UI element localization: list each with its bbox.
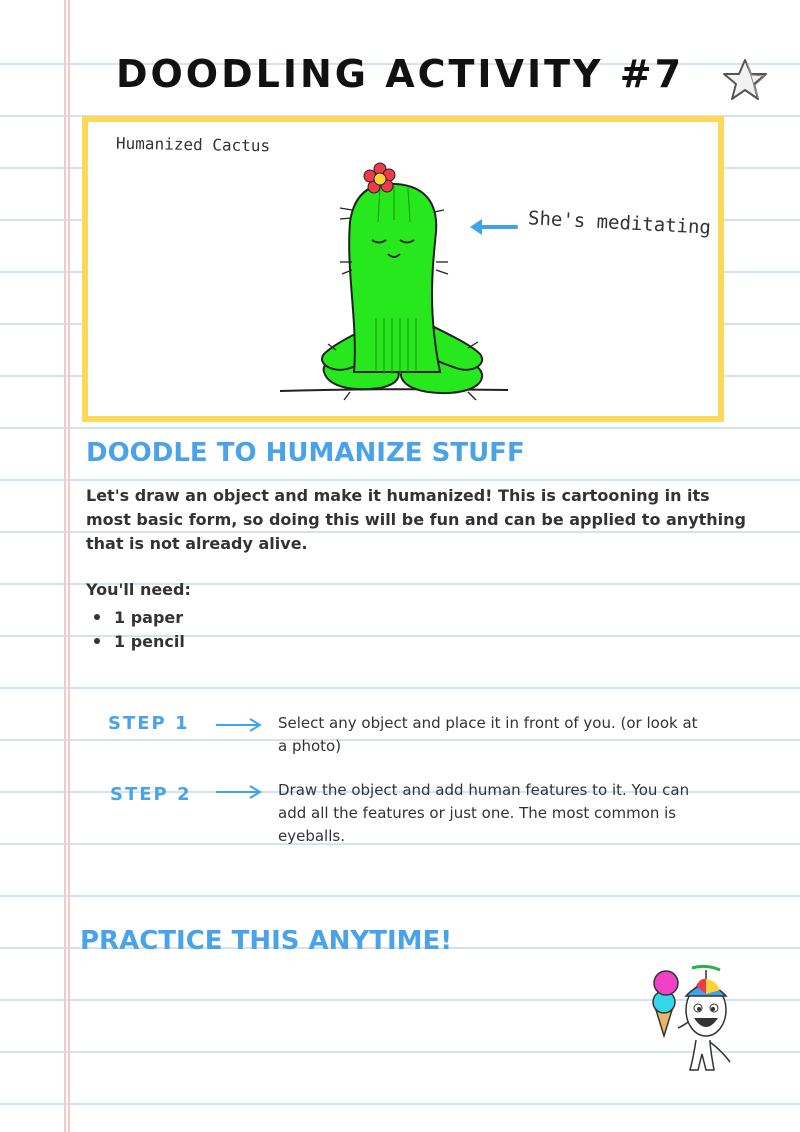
illustration-label: Humanized Cactus bbox=[115, 133, 271, 156]
mascot-illustration bbox=[640, 958, 760, 1078]
step-1-label: STEP 1 bbox=[108, 713, 190, 734]
list-item: 1 pencil bbox=[94, 629, 185, 653]
margin-line-left-2 bbox=[68, 0, 70, 1132]
bullet bbox=[94, 614, 100, 620]
needs-label: You'll need: bbox=[86, 580, 191, 599]
star-icon bbox=[720, 56, 770, 104]
section-title: DOODLE TO HUMANIZE STUFF bbox=[86, 438, 525, 468]
step-2-label: STEP 2 bbox=[110, 784, 192, 805]
needs-list bbox=[94, 605, 185, 653]
arrow-right-icon bbox=[214, 718, 264, 732]
list-item: 1 paper bbox=[94, 605, 185, 629]
margin-line-left bbox=[64, 0, 66, 1132]
illustration-frame bbox=[82, 116, 724, 422]
step-2-text: Draw the object and add human features to it. You can add all the features or just one. The most common is eyeballs. bbox=[278, 781, 690, 845]
practice-heading: PRACTICE THIS ANYTIME! bbox=[80, 926, 453, 956]
intro-paragraph: Let's draw an object and make it humanized! This is cartooning in its most basic form, so doing this will be fun and can be applied to anything that is not already alive. bbox=[86, 486, 746, 553]
cactus-illustration bbox=[88, 122, 718, 416]
bullet bbox=[94, 638, 100, 644]
step-1-text: Select any object and place it in front of you. (or look at a photo) bbox=[278, 714, 698, 755]
arrow-right-icon bbox=[214, 785, 264, 799]
page-title: DOODLING ACTIVITY #7 bbox=[115, 52, 685, 96]
arrow-left-icon bbox=[470, 219, 516, 235]
illustration-note: She's meditating bbox=[527, 207, 712, 239]
